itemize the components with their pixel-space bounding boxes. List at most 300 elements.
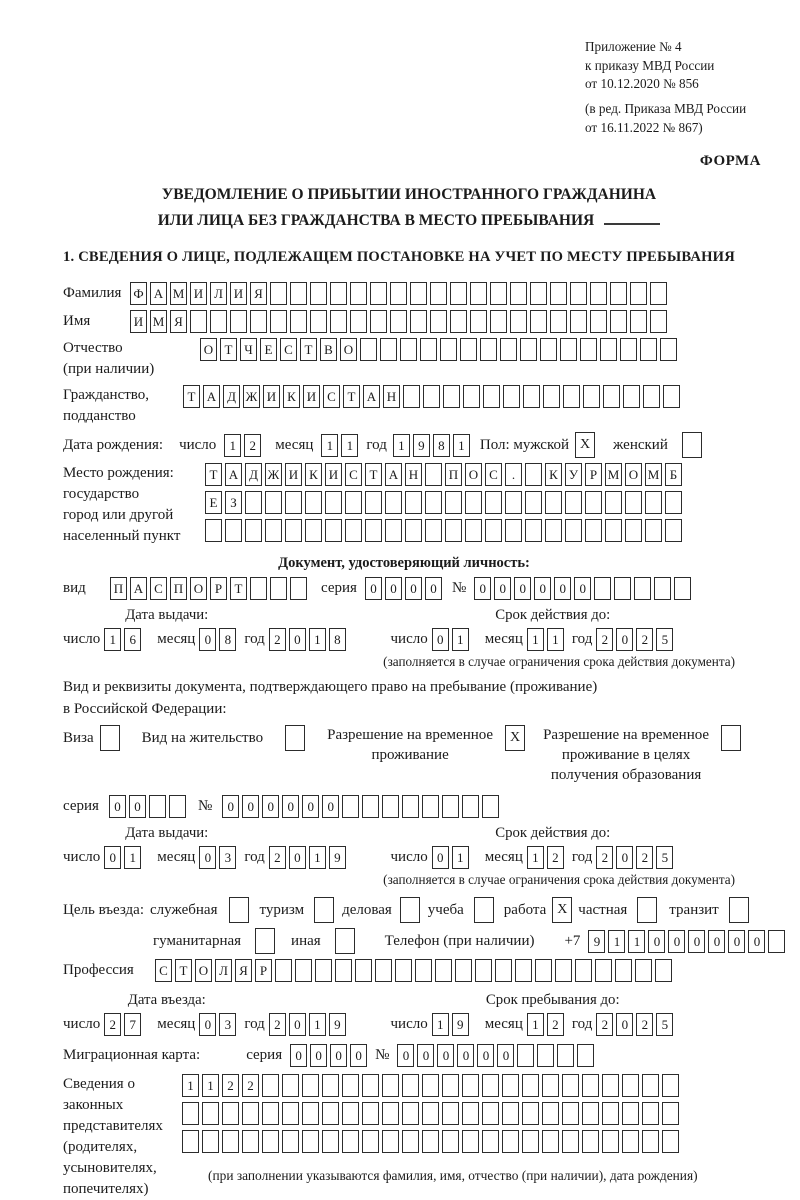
char-cell[interactable] bbox=[623, 385, 640, 408]
char-cell[interactable] bbox=[650, 310, 667, 333]
char-cell[interactable]: 0 bbox=[477, 1044, 494, 1067]
char-cell[interactable]: К bbox=[283, 385, 300, 408]
char-cell[interactable] bbox=[365, 491, 382, 514]
char-cell[interactable]: 6 bbox=[124, 628, 141, 651]
char-cell[interactable] bbox=[422, 1130, 439, 1153]
char-cell[interactable]: В bbox=[320, 338, 337, 361]
char-cell[interactable]: А bbox=[363, 385, 380, 408]
char-cell[interactable] bbox=[550, 310, 567, 333]
char-cell[interactable]: 0 bbox=[514, 577, 531, 600]
char-cell[interactable]: 5 bbox=[656, 846, 673, 869]
checkbox-cell[interactable] bbox=[729, 897, 749, 923]
char-cell[interactable] bbox=[442, 1130, 459, 1153]
char-cell[interactable]: 2 bbox=[269, 846, 286, 869]
checkbox-cell[interactable]: X bbox=[575, 432, 595, 458]
char-cell[interactable]: Т bbox=[365, 463, 382, 486]
char-cell[interactable] bbox=[663, 385, 680, 408]
char-cell[interactable] bbox=[385, 519, 402, 542]
char-cell[interactable] bbox=[585, 519, 602, 542]
char-cell[interactable] bbox=[665, 491, 682, 514]
char-cell[interactable] bbox=[550, 282, 567, 305]
char-cell[interactable]: 2 bbox=[636, 846, 653, 869]
char-cell[interactable] bbox=[462, 1130, 479, 1153]
char-cell[interactable]: И bbox=[230, 282, 247, 305]
char-cell[interactable]: Т bbox=[220, 338, 237, 361]
char-cell[interactable]: 0 bbox=[474, 577, 491, 600]
char-cell[interactable]: Е bbox=[260, 338, 277, 361]
char-cell[interactable] bbox=[450, 282, 467, 305]
char-cell[interactable]: У bbox=[565, 463, 582, 486]
char-cell[interactable] bbox=[285, 491, 302, 514]
char-cell[interactable]: Д bbox=[223, 385, 240, 408]
char-cell[interactable]: Н bbox=[383, 385, 400, 408]
char-cell[interactable] bbox=[590, 282, 607, 305]
char-cell[interactable] bbox=[282, 1074, 299, 1097]
char-cell[interactable] bbox=[400, 338, 417, 361]
char-cell[interactable]: 0 bbox=[302, 795, 319, 818]
char-cell[interactable]: С bbox=[345, 463, 362, 486]
char-cell[interactable] bbox=[660, 338, 677, 361]
char-cell[interactable]: 1 bbox=[124, 846, 141, 869]
char-cell[interactable]: 9 bbox=[329, 1013, 346, 1036]
char-cell[interactable]: 1 bbox=[309, 628, 326, 651]
char-cell[interactable] bbox=[410, 282, 427, 305]
checkbox-cell[interactable]: X bbox=[552, 897, 572, 923]
char-cell[interactable]: 0 bbox=[574, 577, 591, 600]
char-cell[interactable]: Я bbox=[170, 310, 187, 333]
char-cell[interactable]: 0 bbox=[616, 628, 633, 651]
char-cell[interactable] bbox=[465, 519, 482, 542]
char-cell[interactable] bbox=[768, 930, 785, 953]
char-cell[interactable] bbox=[295, 959, 312, 982]
char-cell[interactable] bbox=[462, 1102, 479, 1125]
char-cell[interactable]: А bbox=[225, 463, 242, 486]
char-cell[interactable] bbox=[610, 282, 627, 305]
char-cell[interactable] bbox=[345, 491, 362, 514]
char-cell[interactable]: 2 bbox=[269, 1013, 286, 1036]
char-cell[interactable]: 1 bbox=[527, 846, 544, 869]
char-cell[interactable] bbox=[182, 1130, 199, 1153]
char-cell[interactable] bbox=[662, 1102, 679, 1125]
char-cell[interactable]: 0 bbox=[425, 577, 442, 600]
char-cell[interactable] bbox=[635, 959, 652, 982]
char-cell[interactable] bbox=[190, 310, 207, 333]
char-cell[interactable] bbox=[375, 959, 392, 982]
char-cell[interactable]: 2 bbox=[547, 1013, 564, 1036]
char-cell[interactable] bbox=[642, 1130, 659, 1153]
char-cell[interactable] bbox=[654, 577, 671, 600]
char-cell[interactable]: М bbox=[170, 282, 187, 305]
char-cell[interactable] bbox=[422, 795, 439, 818]
char-cell[interactable]: С bbox=[323, 385, 340, 408]
char-cell[interactable] bbox=[557, 1044, 574, 1067]
char-cell[interactable] bbox=[345, 519, 362, 542]
char-cell[interactable] bbox=[595, 959, 612, 982]
char-cell[interactable] bbox=[482, 795, 499, 818]
char-cell[interactable]: 1 bbox=[224, 434, 241, 457]
char-cell[interactable]: 0 bbox=[199, 846, 216, 869]
char-cell[interactable]: И bbox=[285, 463, 302, 486]
char-cell[interactable] bbox=[443, 385, 460, 408]
char-cell[interactable] bbox=[380, 338, 397, 361]
char-cell[interactable] bbox=[545, 491, 562, 514]
char-cell[interactable] bbox=[585, 491, 602, 514]
char-cell[interactable] bbox=[330, 282, 347, 305]
char-cell[interactable] bbox=[525, 463, 542, 486]
char-cell[interactable]: Т bbox=[300, 338, 317, 361]
char-cell[interactable] bbox=[615, 959, 632, 982]
char-cell[interactable]: 0 bbox=[242, 795, 259, 818]
char-cell[interactable]: 0 bbox=[397, 1044, 414, 1067]
char-cell[interactable] bbox=[315, 959, 332, 982]
char-cell[interactable] bbox=[242, 1102, 259, 1125]
char-cell[interactable]: 0 bbox=[129, 795, 146, 818]
char-cell[interactable] bbox=[517, 1044, 534, 1067]
char-cell[interactable] bbox=[169, 795, 186, 818]
char-cell[interactable]: 2 bbox=[596, 846, 613, 869]
char-cell[interactable] bbox=[322, 1102, 339, 1125]
char-cell[interactable] bbox=[490, 310, 507, 333]
char-cell[interactable]: 1 bbox=[452, 846, 469, 869]
char-cell[interactable] bbox=[342, 1102, 359, 1125]
char-cell[interactable] bbox=[430, 310, 447, 333]
char-cell[interactable]: Т bbox=[183, 385, 200, 408]
char-cell[interactable] bbox=[445, 491, 462, 514]
char-cell[interactable]: 2 bbox=[269, 628, 286, 651]
char-cell[interactable]: 0 bbox=[708, 930, 725, 953]
char-cell[interactable]: Д bbox=[245, 463, 262, 486]
char-cell[interactable] bbox=[525, 519, 542, 542]
char-cell[interactable] bbox=[290, 282, 307, 305]
char-cell[interactable] bbox=[415, 959, 432, 982]
char-cell[interactable] bbox=[310, 310, 327, 333]
char-cell[interactable]: М bbox=[150, 310, 167, 333]
checkbox-cell[interactable] bbox=[255, 928, 275, 954]
char-cell[interactable] bbox=[674, 577, 691, 600]
char-cell[interactable]: Т bbox=[343, 385, 360, 408]
char-cell[interactable]: 0 bbox=[432, 628, 449, 651]
char-cell[interactable]: О bbox=[200, 338, 217, 361]
char-cell[interactable]: 0 bbox=[199, 1013, 216, 1036]
char-cell[interactable]: Т bbox=[205, 463, 222, 486]
char-cell[interactable] bbox=[545, 519, 562, 542]
char-cell[interactable] bbox=[630, 282, 647, 305]
char-cell[interactable]: П bbox=[110, 577, 127, 600]
char-cell[interactable] bbox=[382, 1074, 399, 1097]
char-cell[interactable] bbox=[605, 491, 622, 514]
char-cell[interactable]: С bbox=[485, 463, 502, 486]
char-cell[interactable] bbox=[435, 959, 452, 982]
char-cell[interactable] bbox=[643, 385, 660, 408]
char-cell[interactable]: 8 bbox=[329, 628, 346, 651]
char-cell[interactable] bbox=[460, 338, 477, 361]
char-cell[interactable] bbox=[640, 338, 657, 361]
char-cell[interactable]: 5 bbox=[656, 1013, 673, 1036]
char-cell[interactable] bbox=[425, 519, 442, 542]
char-cell[interactable] bbox=[362, 1074, 379, 1097]
char-cell[interactable]: 8 bbox=[219, 628, 236, 651]
char-cell[interactable]: 1 bbox=[393, 434, 410, 457]
char-cell[interactable]: 2 bbox=[596, 628, 613, 651]
char-cell[interactable] bbox=[310, 282, 327, 305]
char-cell[interactable] bbox=[482, 1130, 499, 1153]
char-cell[interactable] bbox=[282, 1130, 299, 1153]
char-cell[interactable] bbox=[582, 1102, 599, 1125]
char-cell[interactable]: 9 bbox=[588, 930, 605, 953]
char-cell[interactable]: Ф bbox=[130, 282, 147, 305]
char-cell[interactable]: И bbox=[190, 282, 207, 305]
char-cell[interactable] bbox=[563, 385, 580, 408]
char-cell[interactable]: Т bbox=[175, 959, 192, 982]
char-cell[interactable] bbox=[634, 577, 651, 600]
char-cell[interactable] bbox=[650, 282, 667, 305]
char-cell[interactable] bbox=[610, 310, 627, 333]
checkbox-cell[interactable] bbox=[285, 725, 305, 751]
char-cell[interactable]: 1 bbox=[608, 930, 625, 953]
char-cell[interactable] bbox=[503, 385, 520, 408]
char-cell[interactable]: 9 bbox=[329, 846, 346, 869]
char-cell[interactable] bbox=[325, 491, 342, 514]
char-cell[interactable] bbox=[502, 1102, 519, 1125]
char-cell[interactable] bbox=[562, 1074, 579, 1097]
char-cell[interactable]: Е bbox=[205, 491, 222, 514]
char-cell[interactable]: 0 bbox=[457, 1044, 474, 1067]
char-cell[interactable] bbox=[485, 519, 502, 542]
char-cell[interactable] bbox=[602, 1102, 619, 1125]
char-cell[interactable] bbox=[290, 577, 307, 600]
char-cell[interactable]: 0 bbox=[289, 1013, 306, 1036]
char-cell[interactable] bbox=[205, 519, 222, 542]
char-cell[interactable] bbox=[325, 519, 342, 542]
char-cell[interactable]: 0 bbox=[432, 846, 449, 869]
char-cell[interactable]: 1 bbox=[104, 628, 121, 651]
char-cell[interactable] bbox=[582, 1074, 599, 1097]
char-cell[interactable]: Л bbox=[215, 959, 232, 982]
char-cell[interactable] bbox=[620, 338, 637, 361]
char-cell[interactable] bbox=[422, 1102, 439, 1125]
char-cell[interactable]: 2 bbox=[596, 1013, 613, 1036]
char-cell[interactable] bbox=[382, 1102, 399, 1125]
char-cell[interactable] bbox=[515, 959, 532, 982]
char-cell[interactable]: 0 bbox=[688, 930, 705, 953]
char-cell[interactable] bbox=[270, 577, 287, 600]
char-cell[interactable] bbox=[445, 519, 462, 542]
char-cell[interactable] bbox=[275, 959, 292, 982]
char-cell[interactable]: 0 bbox=[616, 846, 633, 869]
char-cell[interactable] bbox=[522, 1074, 539, 1097]
char-cell[interactable] bbox=[270, 282, 287, 305]
char-cell[interactable] bbox=[455, 959, 472, 982]
checkbox-cell[interactable] bbox=[335, 928, 355, 954]
char-cell[interactable] bbox=[530, 282, 547, 305]
char-cell[interactable]: 0 bbox=[385, 577, 402, 600]
char-cell[interactable] bbox=[265, 491, 282, 514]
char-cell[interactable] bbox=[422, 1074, 439, 1097]
char-cell[interactable] bbox=[542, 1074, 559, 1097]
char-cell[interactable] bbox=[560, 338, 577, 361]
char-cell[interactable]: Н bbox=[405, 463, 422, 486]
char-cell[interactable] bbox=[645, 491, 662, 514]
char-cell[interactable] bbox=[522, 1130, 539, 1153]
char-cell[interactable] bbox=[402, 1102, 419, 1125]
char-cell[interactable]: 0 bbox=[109, 795, 126, 818]
char-cell[interactable]: 9 bbox=[413, 434, 430, 457]
char-cell[interactable]: 1 bbox=[432, 1013, 449, 1036]
char-cell[interactable] bbox=[520, 338, 537, 361]
char-cell[interactable] bbox=[542, 1130, 559, 1153]
char-cell[interactable]: 0 bbox=[199, 628, 216, 651]
char-cell[interactable]: 2 bbox=[104, 1013, 121, 1036]
char-cell[interactable]: А bbox=[385, 463, 402, 486]
char-cell[interactable] bbox=[382, 795, 399, 818]
char-cell[interactable] bbox=[242, 1130, 259, 1153]
char-cell[interactable] bbox=[390, 282, 407, 305]
char-cell[interactable]: 0 bbox=[616, 1013, 633, 1036]
char-cell[interactable]: 1 bbox=[202, 1074, 219, 1097]
char-cell[interactable]: 2 bbox=[222, 1074, 239, 1097]
char-cell[interactable] bbox=[594, 577, 611, 600]
char-cell[interactable] bbox=[630, 310, 647, 333]
char-cell[interactable] bbox=[450, 310, 467, 333]
char-cell[interactable] bbox=[430, 282, 447, 305]
char-cell[interactable] bbox=[330, 310, 347, 333]
char-cell[interactable]: И bbox=[263, 385, 280, 408]
char-cell[interactable]: 3 bbox=[219, 846, 236, 869]
char-cell[interactable] bbox=[403, 385, 420, 408]
char-cell[interactable] bbox=[202, 1102, 219, 1125]
char-cell[interactable] bbox=[322, 1074, 339, 1097]
char-cell[interactable] bbox=[350, 282, 367, 305]
char-cell[interactable] bbox=[305, 491, 322, 514]
char-cell[interactable] bbox=[322, 1130, 339, 1153]
char-cell[interactable] bbox=[265, 519, 282, 542]
char-cell[interactable] bbox=[405, 491, 422, 514]
char-cell[interactable]: А bbox=[130, 577, 147, 600]
char-cell[interactable] bbox=[250, 310, 267, 333]
char-cell[interactable]: 2 bbox=[547, 846, 564, 869]
char-cell[interactable] bbox=[370, 282, 387, 305]
char-cell[interactable]: 0 bbox=[310, 1044, 327, 1067]
char-cell[interactable] bbox=[562, 1102, 579, 1125]
char-cell[interactable] bbox=[442, 1074, 459, 1097]
checkbox-cell[interactable] bbox=[682, 432, 702, 458]
checkbox-cell[interactable] bbox=[229, 897, 249, 923]
char-cell[interactable] bbox=[222, 1130, 239, 1153]
char-cell[interactable] bbox=[335, 959, 352, 982]
char-cell[interactable] bbox=[470, 282, 487, 305]
char-cell[interactable]: 1 bbox=[341, 434, 358, 457]
char-cell[interactable] bbox=[625, 519, 642, 542]
char-cell[interactable] bbox=[250, 577, 267, 600]
char-cell[interactable]: 0 bbox=[534, 577, 551, 600]
char-cell[interactable] bbox=[262, 1130, 279, 1153]
char-cell[interactable]: Ж bbox=[265, 463, 282, 486]
char-cell[interactable] bbox=[502, 1130, 519, 1153]
char-cell[interactable] bbox=[405, 519, 422, 542]
char-cell[interactable] bbox=[465, 491, 482, 514]
char-cell[interactable] bbox=[245, 491, 262, 514]
char-cell[interactable] bbox=[440, 338, 457, 361]
char-cell[interactable] bbox=[342, 1130, 359, 1153]
char-cell[interactable]: А bbox=[150, 282, 167, 305]
char-cell[interactable]: 2 bbox=[242, 1074, 259, 1097]
char-cell[interactable] bbox=[583, 385, 600, 408]
char-cell[interactable] bbox=[480, 338, 497, 361]
char-cell[interactable]: Р bbox=[210, 577, 227, 600]
char-cell[interactable]: 1 bbox=[309, 846, 326, 869]
char-cell[interactable] bbox=[365, 519, 382, 542]
char-cell[interactable] bbox=[590, 310, 607, 333]
char-cell[interactable] bbox=[662, 1130, 679, 1153]
char-cell[interactable] bbox=[385, 491, 402, 514]
checkbox-cell[interactable] bbox=[474, 897, 494, 923]
char-cell[interactable] bbox=[282, 1102, 299, 1125]
char-cell[interactable] bbox=[645, 519, 662, 542]
char-cell[interactable]: 0 bbox=[497, 1044, 514, 1067]
char-cell[interactable]: С bbox=[150, 577, 167, 600]
char-cell[interactable]: 2 bbox=[636, 628, 653, 651]
char-cell[interactable]: 0 bbox=[330, 1044, 347, 1067]
char-cell[interactable]: 0 bbox=[748, 930, 765, 953]
char-cell[interactable]: 1 bbox=[527, 628, 544, 651]
char-cell[interactable]: П bbox=[445, 463, 462, 486]
char-cell[interactable] bbox=[482, 1102, 499, 1125]
checkbox-cell[interactable]: X bbox=[505, 725, 525, 751]
char-cell[interactable] bbox=[463, 385, 480, 408]
char-cell[interactable]: С bbox=[155, 959, 172, 982]
char-cell[interactable]: 0 bbox=[728, 930, 745, 953]
char-cell[interactable] bbox=[230, 310, 247, 333]
char-cell[interactable]: 0 bbox=[289, 846, 306, 869]
char-cell[interactable] bbox=[342, 795, 359, 818]
char-cell[interactable] bbox=[565, 491, 582, 514]
char-cell[interactable]: 0 bbox=[290, 1044, 307, 1067]
char-cell[interactable] bbox=[362, 1102, 379, 1125]
char-cell[interactable] bbox=[605, 519, 622, 542]
char-cell[interactable] bbox=[462, 1074, 479, 1097]
char-cell[interactable] bbox=[662, 1074, 679, 1097]
char-cell[interactable] bbox=[600, 338, 617, 361]
char-cell[interactable]: 7 bbox=[124, 1013, 141, 1036]
char-cell[interactable] bbox=[362, 1130, 379, 1153]
char-cell[interactable] bbox=[665, 519, 682, 542]
char-cell[interactable]: О bbox=[340, 338, 357, 361]
char-cell[interactable]: 1 bbox=[527, 1013, 544, 1036]
char-cell[interactable]: О bbox=[190, 577, 207, 600]
char-cell[interactable] bbox=[370, 310, 387, 333]
char-cell[interactable] bbox=[482, 1074, 499, 1097]
char-cell[interactable] bbox=[362, 795, 379, 818]
checkbox-cell[interactable] bbox=[721, 725, 741, 751]
char-cell[interactable]: . bbox=[505, 463, 522, 486]
char-cell[interactable] bbox=[535, 959, 552, 982]
char-cell[interactable] bbox=[542, 1102, 559, 1125]
char-cell[interactable]: 1 bbox=[321, 434, 338, 457]
char-cell[interactable] bbox=[302, 1074, 319, 1097]
char-cell[interactable] bbox=[225, 519, 242, 542]
char-cell[interactable]: А bbox=[203, 385, 220, 408]
char-cell[interactable] bbox=[390, 310, 407, 333]
char-cell[interactable] bbox=[350, 310, 367, 333]
char-cell[interactable] bbox=[655, 959, 672, 982]
char-cell[interactable] bbox=[500, 338, 517, 361]
char-cell[interactable] bbox=[570, 282, 587, 305]
char-cell[interactable]: 0 bbox=[405, 577, 422, 600]
checkbox-cell[interactable] bbox=[314, 897, 334, 923]
char-cell[interactable] bbox=[402, 795, 419, 818]
char-cell[interactable] bbox=[425, 463, 442, 486]
char-cell[interactable] bbox=[582, 1130, 599, 1153]
